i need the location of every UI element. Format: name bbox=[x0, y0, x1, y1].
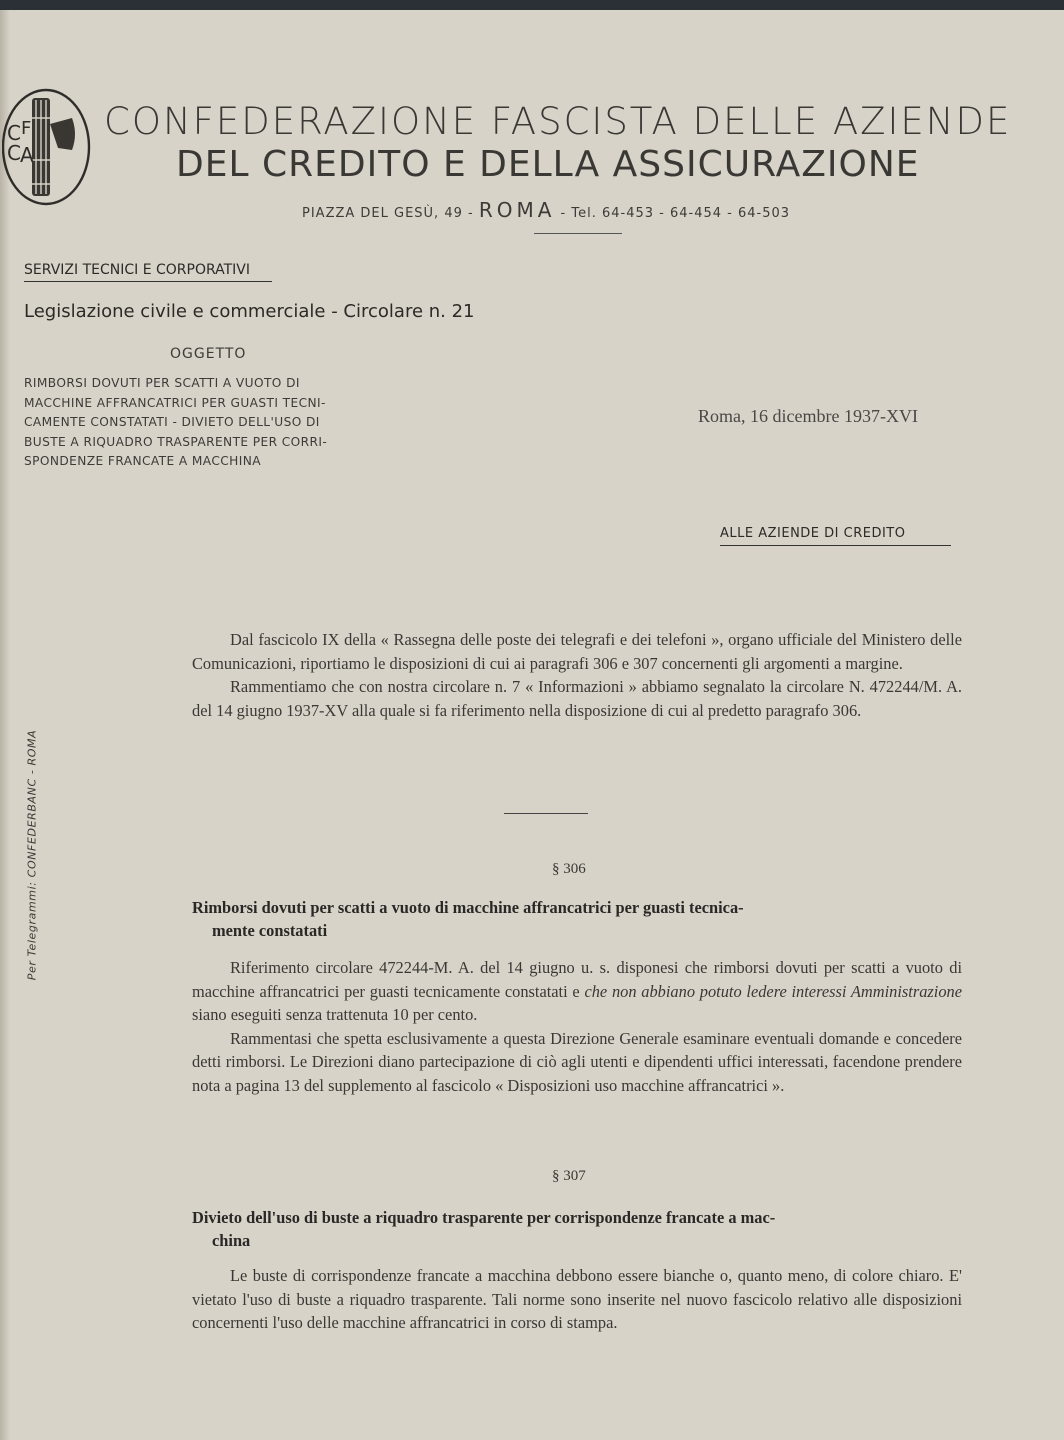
intro-paragraph-1: Dal fascicolo IX della « Rassegna delle poste dei telegrafi e dei telefoni », organo ufficiale del Ministero delle Comunicazioni, riportiamo le disposizioni di cui ai paragrafi 306 e 307 concernenti gli argomenti a margine. bbox=[192, 630, 962, 673]
intro-paragraph-2: Rammentiamo che con nostra circolare n. 7 « Informazioni » abbiamo segnalato la circolare N. 472244/M. A. del 14 giugno 1937-XV alla quale si fa riferimento nella disposizione di cui al predetto paragrafo 306. bbox=[192, 677, 962, 720]
scan-binding-edge bbox=[0, 10, 10, 1440]
side-telegram-note bbox=[24, 720, 40, 990]
address-city: ROMA bbox=[478, 198, 556, 222]
section-307-title-line1: Divieto dell'uso di buste a riquadro trasparente per corrispondenze francate a mac- bbox=[192, 1208, 776, 1227]
circular-title: Legislazione civile e commerciale - Circolare n. 21 bbox=[24, 301, 475, 322]
addressee: ALLE AZIENDE DI CREDITO bbox=[720, 526, 906, 541]
address-telephone: - Tel. 64-453 - 64-454 - 64-503 bbox=[560, 206, 791, 221]
subject-label: OGGETTO bbox=[170, 346, 247, 362]
section-306-title bbox=[192, 896, 962, 942]
letter-date: Roma, 16 dicembre 1937-XVI bbox=[698, 406, 918, 426]
section-307-paragraph-1: Le buste di corrispondenze francate a macchina debbono essere bianche o, quanto meno, di colore chiaro. E' vietato l'uso di buste a riquadro trasparente. Tali norme sono inserite nel nuovo fascicolo relativo alle disposizioni concernenti l'uso delle macchine affrancatrici in corso di stampa. bbox=[192, 1266, 962, 1332]
section-306-title-line2: mente constatati bbox=[212, 921, 328, 940]
svg-text:C: C bbox=[7, 121, 21, 145]
section-306-p1-end: siano eseguiti senza trattenuta 10 per cento. bbox=[192, 1005, 478, 1024]
svg-text:F: F bbox=[21, 118, 32, 139]
section-306-paragraph-2: Rammentasi che spetta esclusivamente a questa Direzione Generale esaminare eventuali domande e concedere detti rimborsi. Le Direzioni diano partecipazione di ciò agli utenti e dipendenti uffici interessati, facendone prendere nota a pagina 13 del supplemento al fascicolo « Disposizioni uso macchine affrancatrici ». bbox=[192, 1028, 962, 1095]
address-street: PIAZZA DEL GESÙ, 49 - bbox=[302, 206, 474, 221]
department-underline bbox=[24, 281, 272, 282]
intro-text bbox=[192, 628, 962, 722]
letterhead-address bbox=[302, 198, 790, 222]
side-telegram-text: Per Telegrammi: CONFEDERBANC - ROMA bbox=[25, 729, 39, 981]
section-306-body bbox=[192, 956, 962, 1097]
section-306-paragraph-1 bbox=[192, 956, 962, 1027]
subject-line: BUSTE A RIQUADRO TRASPARENTE PER CORRI- bbox=[24, 434, 328, 449]
subject-text bbox=[24, 374, 414, 472]
address-divider bbox=[534, 233, 622, 234]
section-divider bbox=[504, 813, 588, 814]
subject-line: MACCHINE AFFRANCATRICI PER GUASTI TECNI- bbox=[24, 395, 326, 410]
section-307-title bbox=[192, 1206, 962, 1252]
section-307-body bbox=[192, 1264, 962, 1335]
letterhead-title-line1: CONFEDERAZIONE FASCISTA DELLE AZIENDE bbox=[104, 100, 1012, 143]
svg-text:A: A bbox=[20, 143, 34, 167]
subject-line: SPONDENZE FRANCATE A MACCHINA bbox=[24, 454, 261, 468]
section-307-title-line2: china bbox=[212, 1231, 251, 1250]
addressee-underline bbox=[720, 545, 951, 546]
scan-top-border bbox=[0, 0, 1064, 10]
subject-line: RIMBORSI DOVUTI PER SCATTI A VUOTO DI bbox=[24, 376, 300, 390]
section-307-heading: § 307 bbox=[552, 1168, 586, 1184]
department-heading: SERVIZI TECNICI E CORPORATIVI bbox=[24, 262, 251, 278]
section-306-p1-italic: che non abbiano potuto ledere interessi Amministrazione bbox=[584, 981, 962, 1001]
confederation-emblem bbox=[2, 88, 92, 206]
section-306-heading: § 306 bbox=[552, 861, 586, 877]
section-306-p1-start: Riferimento circolare 472244-M. A. del 14 giugno u. s. disponesi che rimborsi dovuti per scatti a vuoto di macchine affrancatrici per guasti tecnicamente constatati e bbox=[192, 958, 962, 1001]
section-306-title-line1: Rimborsi dovuti per scatti a vuoto di macchine affrancatrici per guasti tecnica- bbox=[192, 898, 744, 917]
subject-line: CAMENTE CONSTATATI - DIVIETO DELL'USO DI bbox=[24, 415, 320, 429]
svg-text:C: C bbox=[7, 141, 21, 165]
letterhead-title-line2: DEL CREDITO E DELLA ASSICURAZIONE bbox=[176, 144, 920, 185]
